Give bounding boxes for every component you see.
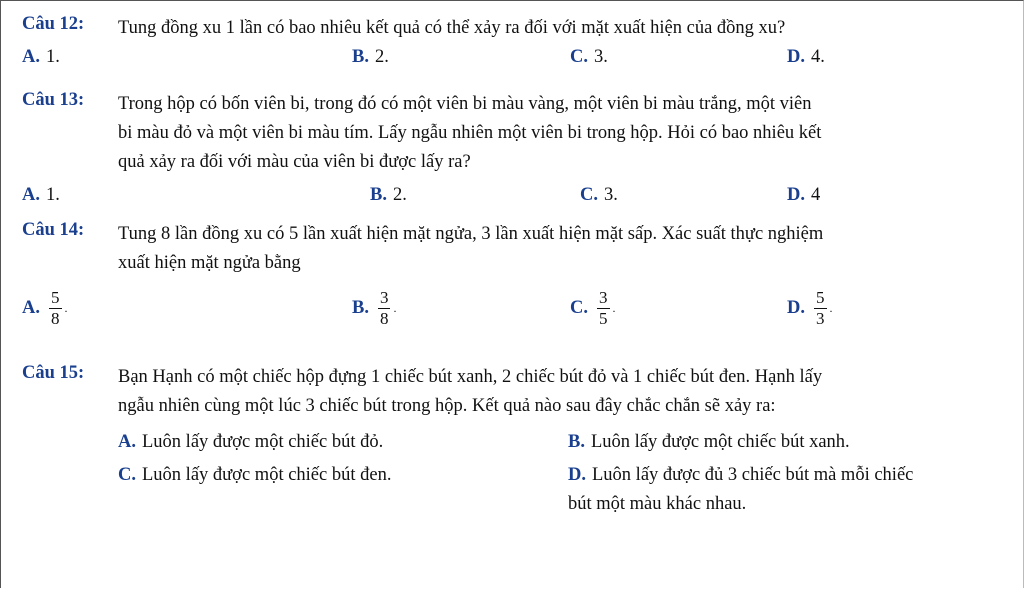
option-a[interactable] [118,428,383,457]
question-line: quả xảy ra đối với màu của viên bi được lấy ra? [118,152,471,172]
question-label: Câu 13: [22,90,85,110]
question-text [118,220,1012,278]
question-line: Bạn Hạnh có một chiếc hộp đựng 1 chiếc bút xanh, 2 chiếc bút đỏ và 1 chiếc bút đen. Hạnh lấy [118,367,823,387]
option-letter: B. [568,432,585,452]
question-label: Câu 12: [22,14,85,34]
option-c[interactable] [570,288,616,329]
option-a[interactable] [22,185,60,206]
denominator: 8 [51,309,60,328]
numerator: 5 [51,288,60,307]
option-tail: . [393,301,397,315]
question-text [118,363,1012,421]
option-c[interactable] [580,185,618,206]
options-15 [118,428,1008,523]
option-letter: D. [787,297,805,318]
option-letter: D. [787,185,805,205]
option-letter: A. [22,185,40,205]
option-a[interactable] [22,288,68,329]
option-b[interactable] [352,47,389,68]
question-line: ngẫu nhiên cùng một lúc 3 chiếc bút trong hộp. Kết quả nào sau đây chắc chắn sẽ xảy ra: [118,396,776,416]
question-15 [22,363,1012,421]
question-label: Câu 15: [22,363,85,383]
question-14 [22,220,1012,278]
question-line: bi màu đỏ và một viên bi màu tím. Lấy ngẫu nhiên một viên bi trong hộp. Hỏi có bao nhiêu kết [118,123,822,143]
question-12 [22,14,1012,43]
option-text: 4 [811,185,821,205]
option-text: Luôn lấy được một chiếc bút đỏ. [142,432,384,452]
option-letter: A. [22,297,40,318]
denominator: 5 [599,309,608,328]
question-line: Trong hộp có bốn viên bi, trong đó có một viên bi màu vàng, một viên bi màu trắng, một viên [118,94,812,114]
denominator: 8 [379,309,389,328]
question-line: xuất hiện mặt ngửa bằng [118,253,301,273]
numerator: 3 [379,288,389,307]
option-text: 2. [374,47,389,67]
option-d[interactable] [787,185,820,206]
option-tail: . [612,301,616,315]
option-letter: A. [22,47,40,67]
option-text: 3. [604,185,618,205]
option-letter: C. [570,47,588,67]
option-letter: B. [352,47,369,67]
numerator: 3 [599,288,608,307]
option-tail: . [829,301,833,315]
option-letter: C. [580,185,598,205]
fraction [378,288,391,329]
question-label: Câu 14: [22,220,85,240]
option-text: 1. [46,185,60,205]
question-text: Tung đồng xu 1 lần có bao nhiêu kết quả có thể xảy ra đối với mặt xuất hiện của đồng xu? [118,18,786,38]
question-text [118,90,1012,177]
option-text: Luôn lấy được một chiếc bút đen. [142,465,392,485]
option-d[interactable] [787,288,833,329]
option-letter: C. [570,297,588,318]
question-13 [22,90,1012,177]
option-letter: D. [568,465,586,485]
options-12 [22,47,1012,77]
option-b[interactable] [568,428,850,457]
fraction [49,288,62,329]
option-text-continued: bút một màu khác nhau. [568,494,747,514]
denominator: 3 [816,309,825,328]
option-text: 3. [594,47,608,67]
option-letter: A. [118,432,136,452]
option-letter: B. [370,185,387,205]
option-c[interactable] [570,47,608,68]
option-a[interactable] [22,47,60,68]
fraction [597,288,610,329]
option-text: 4. [811,47,825,67]
option-tail: . [64,301,68,315]
option-letter: D. [787,47,805,67]
option-text: Luôn lấy được đủ 3 chiếc bút mà mỗi chiếc [592,465,914,485]
option-c[interactable] [118,461,391,490]
option-letter: C. [118,465,136,485]
option-d[interactable] [787,47,825,68]
option-b[interactable] [352,288,396,329]
option-b[interactable] [370,185,407,206]
option-text: Luôn lấy được một chiếc bút xanh. [590,432,850,452]
question-line: Tung 8 lần đồng xu có 5 lần xuất hiện mặt ngửa, 3 lần xuất hiện mặt sấp. Xác suất thực nghiệm [118,224,824,244]
numerator: 5 [816,288,825,307]
option-text: 2. [392,185,407,205]
fraction [814,288,827,329]
options-13 [22,185,1012,215]
option-d[interactable] [568,461,1008,519]
option-text: 1. [46,47,60,67]
options-14 [22,288,1012,338]
option-letter: B. [352,297,369,318]
